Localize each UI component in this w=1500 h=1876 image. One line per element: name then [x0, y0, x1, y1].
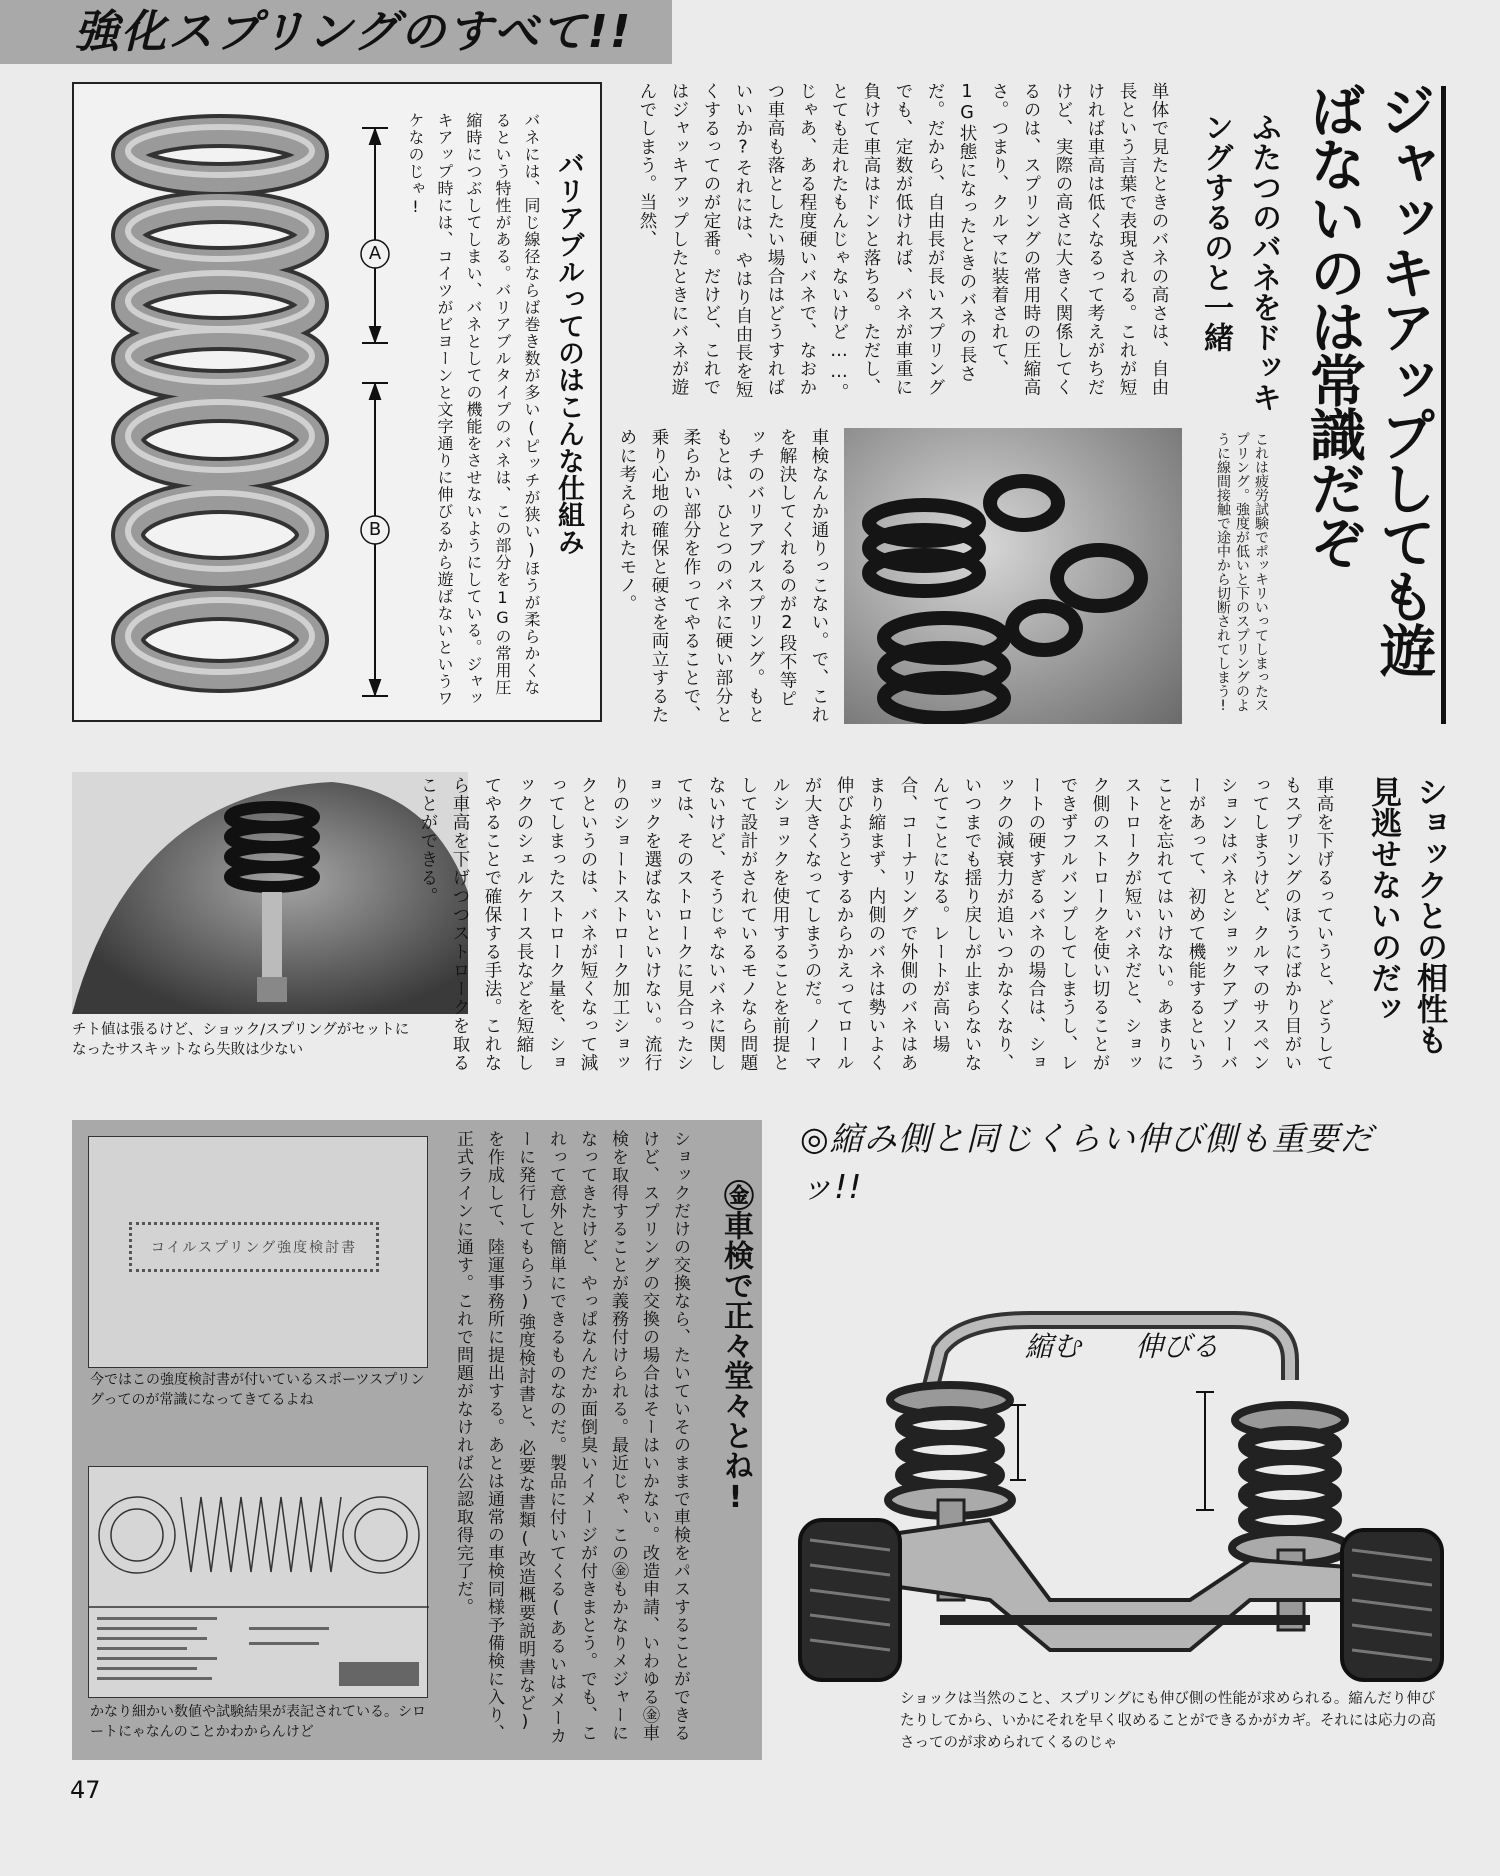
- strength-document-title: コイルスプリング強度検討書: [150, 1240, 358, 1256]
- broken-spring-photo-caption: これは疲労試験でポッキリいってしまったスプリング。強度が低いと下のスプリングのように線間接触で途中から切断されてしまう!: [1215, 432, 1269, 714]
- jack-article-subtitle: ふたつのバネをドッキングするのと一緒: [1198, 112, 1281, 412]
- broken-spring-photo: [844, 428, 1182, 724]
- dimension-lines: [350, 118, 400, 702]
- page-number: 47: [70, 1776, 101, 1804]
- variable-spring-text: バネには、同じ線径ならば巻き数が多い(ピッチが狭い)ほうが柔らかくなるという特性がある。バリアブルタイプのバネは、この部分を1Gの常用圧縮時につぶしてしまい、バネとしての機能をさせないようにしている。ジャッキアップ時には、コイツがビヨーンと文字通りに伸びるから遊ばないというワケなのじゃ!: [406, 112, 541, 707]
- jack-article-text-bottom: 車検なんか通りっこない。で、これを解決してくれるのが2段不等ピッチのバリアブルスプリング。もともとは、ひとつのバネに硬い部分と柔らかい部分を作ってやることで、乗り心地の確保と硬さを両立するために考えられたモノ。: [617, 428, 829, 724]
- jack-article-text-top: 単体で見たときのバネの高さは、自由長という言葉で表現される。これが短ければ車高は低くなるって考えがちだけど、実際の高さに大きく関係してくるのは、スプリングの常用時の圧縮高さ。つまり、クルマに装着されて、1G状態になったときのバネの長さだ。だから、自由長が長いスプリングでも、定数が低ければ、バネが車重に負けて車高はドンと落ちる。ただし、とても走れたもんじゃないけど……。じゃあ、ある程度硬いバネで、なおかつ車高も落としたい場合はどうすればいいか?それには、やはり自由長を短くするってのが定番。だけど、これではジャッキアップしたときにバネが遊んでしまう。当然、: [637, 82, 1169, 402]
- suspension-kit-photo-caption: チト値は張るけど、ショック/スプリングがセットになったサスキットなら失敗は少ない: [72, 1022, 410, 1058]
- strength-document-frame: [129, 1222, 379, 1272]
- suspension-illustration-title: ◎縮み側と同じくらい伸び側も重要だッ!!: [800, 1119, 1374, 1206]
- dimension-label-a: A: [368, 243, 382, 264]
- spring-drawing-caption: かなり細かい数値や試験結果が表記されている。シロートにゃなんのことかわからんけど: [90, 1704, 426, 1740]
- suspension-illustration-caption: ショックは当然のこと、スプリングにも伸び側の性能が求められる。縮んだり伸びたりしてから、いかにそれを早く収めることができるかがカギ。それには応力の高さってのが求められてくるのじゃ: [900, 1691, 1436, 1751]
- strength-document-image: [88, 1136, 428, 1368]
- variable-spring-heading: バリアブルってのはこんな仕組み: [553, 150, 584, 555]
- kaizou-article-title: ㊎車検で正々堂々とね!: [718, 1180, 753, 1515]
- label-compress: 縮む: [1025, 1330, 1082, 1363]
- page-title: 強化スプリングのすべて!!: [74, 5, 633, 58]
- dimension-label-b: B: [368, 519, 382, 540]
- suspension-kit-photo: [72, 772, 468, 1014]
- jack-title-rule: [1441, 86, 1446, 724]
- suspension-illustration: [790, 1180, 1450, 1690]
- coil-spring-illustration: [100, 110, 370, 710]
- shock-article-text: 車高を下げるっていうと、どうしてもスプリングのほうにばかり目がいってしまうけど、クルマのサスペンションはバネとショックアブソーバーがあって、初めて機能するということを忘れてはいけない。あまりにストロークが短いバネだと、ショック側のストロークを使い切ることができずフルバンプしてしまうし、レートの硬すぎるバネの場合は、ショックの減衰力が追いつかなくなり、いつまでも揺り戻しが止まらないなんてことになる。レートが高い場合、コーナリングで外側のバネはあまり縮まず、内側のバネは勢いよく伸びようとするからかえってロールが大きくなってしまうのだ。ノーマルショックを使用することを前提として設計がされているモノなら問題ないけど、そうじゃないバネに関しては、そのストロークに見合ったショックを選ばないといけない。流行りのショートストローク加工ショックというのは、バネが短くなって減ってしまったストローク量を、ショックのシェルケース長などを短縮してやることで確保する手法。これなら車高を下げつつストロークを取ることができる。: [418, 776, 1334, 1072]
- kaizou-article-text: ショックだけの交換なら、たいていそのままで車検をパスすることができるけど、スプリングの交換の場合はそーはいかない。改造申請、いわゆる㊎車検を取得することが義務付けられる。最近じゃ、この㊎もかなりメジャーになってきたけど、やっぱなんだか面倒臭いイメージが付きまとう。でも、これって意外と簡単にできるものなのだ。製品に付いてくる(あるいはメーカーに発行してもらう)強度検討書と、必要な書類(改造概要説明書など)を作成して、陸運事務所に提出する。あとは通常の車検同様予備検に入り、正式ラインに通す。これで問題がなければ公認取得完了だ。: [453, 1130, 690, 1745]
- spring-drawing-image: [88, 1466, 428, 1698]
- shock-article-title: ショックとの相性も見逃せないのだッ: [1365, 776, 1447, 1055]
- jack-article-title: ジャッキアップしても遊ばないのは常識だぞ: [1301, 82, 1436, 676]
- strength-document-caption: 今ではこの強度検討書が付いているスポーツスプリングってのが常識になってきてるよね: [90, 1372, 425, 1408]
- label-extend: 伸びる: [1135, 1330, 1220, 1363]
